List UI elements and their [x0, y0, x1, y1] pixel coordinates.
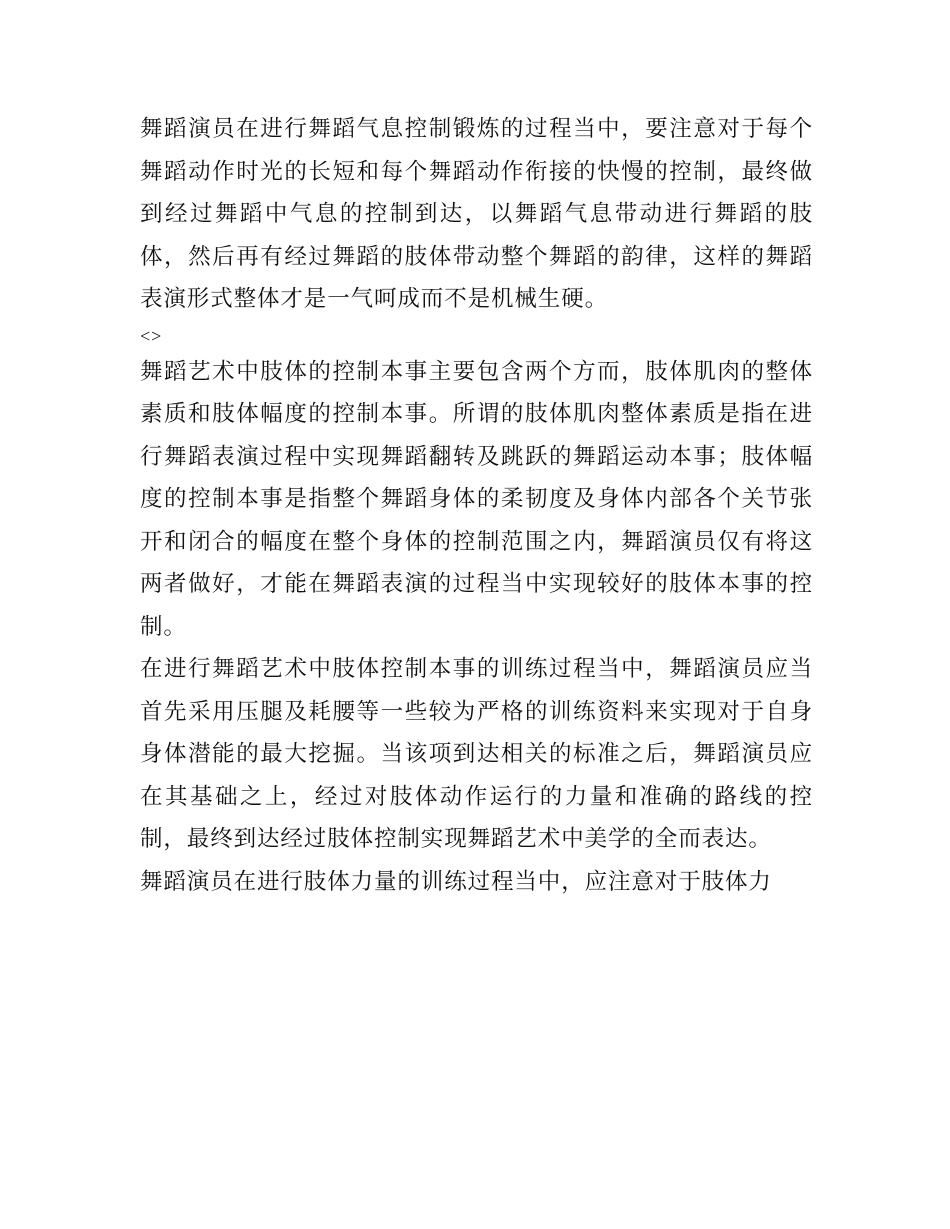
paragraph-strength-training: 舞蹈演员在进行肢体力量的训练过程当中，应注意对于肢体力 — [140, 868, 772, 895]
paragraph-body-control: 舞蹈艺术中肢体的控制本事主要包含两个方而，肢体肌肉的整体素质和肢体幅度的控制本事。所谓的肢体肌肉整体素质是指在进行舞蹈表演过程中实现舞蹈翻转及跳跃的舞蹈运动本事；肢体幅度的控制本事是指整个舞蹈身体的柔韧度及身体内部各个关节张开和闭合的幅度在整个身体的控制范围之内，舞蹈演员仅有将这两者做好，才能在舞蹈表演的过程当中实现较好的肢体本事的控制。 — [140, 358, 813, 640]
section-marker: <> — [140, 325, 163, 346]
document-body — [140, 108, 813, 903]
paragraph-training-process: 在进行舞蹈艺术中肢体控制本事的训练过程当中，舞蹈演员应当首先采用压腿及耗腰等一些较为严格的训练资料来实现对于自身身体潜能的最大挖掘。当该项到达相关的标准之后，舞蹈演员应在其基础之上，经过对肢体动作运行的力量和准确的路线的控制，最终到达经过肢体控制实现舞蹈艺术中美学的全而表达。 — [140, 656, 813, 852]
paragraph-breath-control: 舞蹈演员在进行舞蹈气息控制锻炼的过程当中，要注意对于每个舞蹈动作时光的长短和每个舞蹈动作衔接的快慢的控制，最终做到经过舞蹈中气息的控制到达，以舞蹈气息带动进行舞蹈的肢体，然后再有经过舞蹈的肢体带动整个舞蹈的韵律，这样的舞蹈表演形式整体才是一气呵成而不是机械生硬。 — [140, 116, 813, 312]
